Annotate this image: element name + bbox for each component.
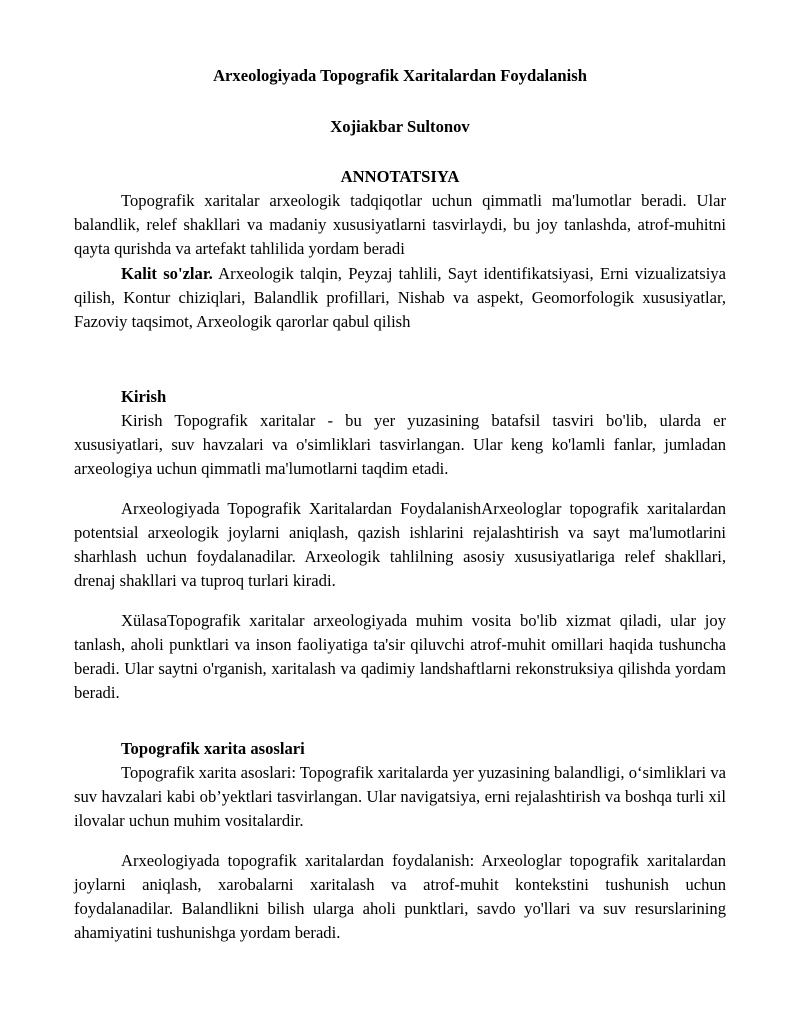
intro-heading: Kirish <box>121 387 167 406</box>
document-title: Arxeologiyada Topografik Xaritalardan Foydalanish <box>213 66 587 85</box>
basics-paragraph-2: Arxeologiyada topografik xaritalardan foydalanish: Arxeologlar topografik xaritalardan joylarni aniqlash, xarobalarni xaritalash va atrof-muhit kontekstini tushunish uchun foydalanadilar. Balandlikni bilish ularga aholi punktlari, savdo yo'llari va suv resurslarining ahamiyatini tushunishga yordam beradi. <box>74 851 726 942</box>
author-name: Xojiakbar Sultonov <box>330 117 470 136</box>
keywords-text: Arxeologik talqin, Peyzaj tahlili, Sayt identifikatsiyasi, Erni vizualizatsiya qilish, Kontur chiziqlari, Balandlik profillari, Nishab va aspekt, Geomorfologik xususiyatlar, Fazoviy taqsimot, Arxeologik qarorlar qabul qilish <box>74 264 726 331</box>
basics-heading: Topografik xarita asoslari <box>121 739 305 758</box>
intro-paragraph-3: XülasaTopografik xaritalar arxeologiyada muhim vosita bo'lib xizmat qiladi, ular joy tanlash, aholi punktlari va inson faoliyatiga ta'sir qiluvchi atrof-muhit omillari haqida tushuncha beradi. Ular saytni o'rganish, xaritalash va qadimiy landshaftlarni rekonstruksiya qilishda yordam beradi. <box>74 611 726 702</box>
basics-paragraph-1: Topografik xarita asoslari: Topografik xaritalarda yer yuzasining balandligi, o‘simliklari va suv havzalari kabi ob’yektlari tasvirlangan. Ular navigatsiya, erni rejalashtirish va boshqa turli xil ilovalar uchun muhim vositalardir. <box>74 763 726 830</box>
annotation-heading: ANNOTATSIYA <box>340 167 460 186</box>
annotation-paragraph: Topografik xaritalar arxeologik tadqiqotlar uchun qimmatli ma'lumotlar beradi. Ular balandlik, relef shakllari va madaniy xususiyatlarni tasvirlaydi, bu joy tanlashda, atrof-muhitni qayta qurishda va artefakt tahlilida yordam beradi <box>74 191 726 258</box>
intro-paragraph-1: Kirish Topografik xaritalar - bu yer yuzasining batafsil tasviri bo'lib, ularda er xususiyatlari, suv havzalari va o'simliklari tasvirlangan. Ular keng ko'lamli fanlar, jumladan arxeologiya uchun qimmatli ma'lumotlarni taqdim etadi. <box>74 411 726 478</box>
intro-paragraph-2: Arxeologiyada Topografik Xaritalardan FoydalanishArxeologlar topografik xaritalardan potentsial arxeologik joylarni aniqlash, qazish ishlarini rejalashtirish va sayt ma'lumotlarini sharhlash uchun foydalanadilar. Arxeologik tahlilning asosiy xususiyatlariga relef shakllari, drenaj shakllari va tuproq turlari kiradi. <box>74 499 726 590</box>
keywords-label: Kalit so'zlar. <box>121 264 213 283</box>
keywords-paragraph <box>74 262 726 334</box>
